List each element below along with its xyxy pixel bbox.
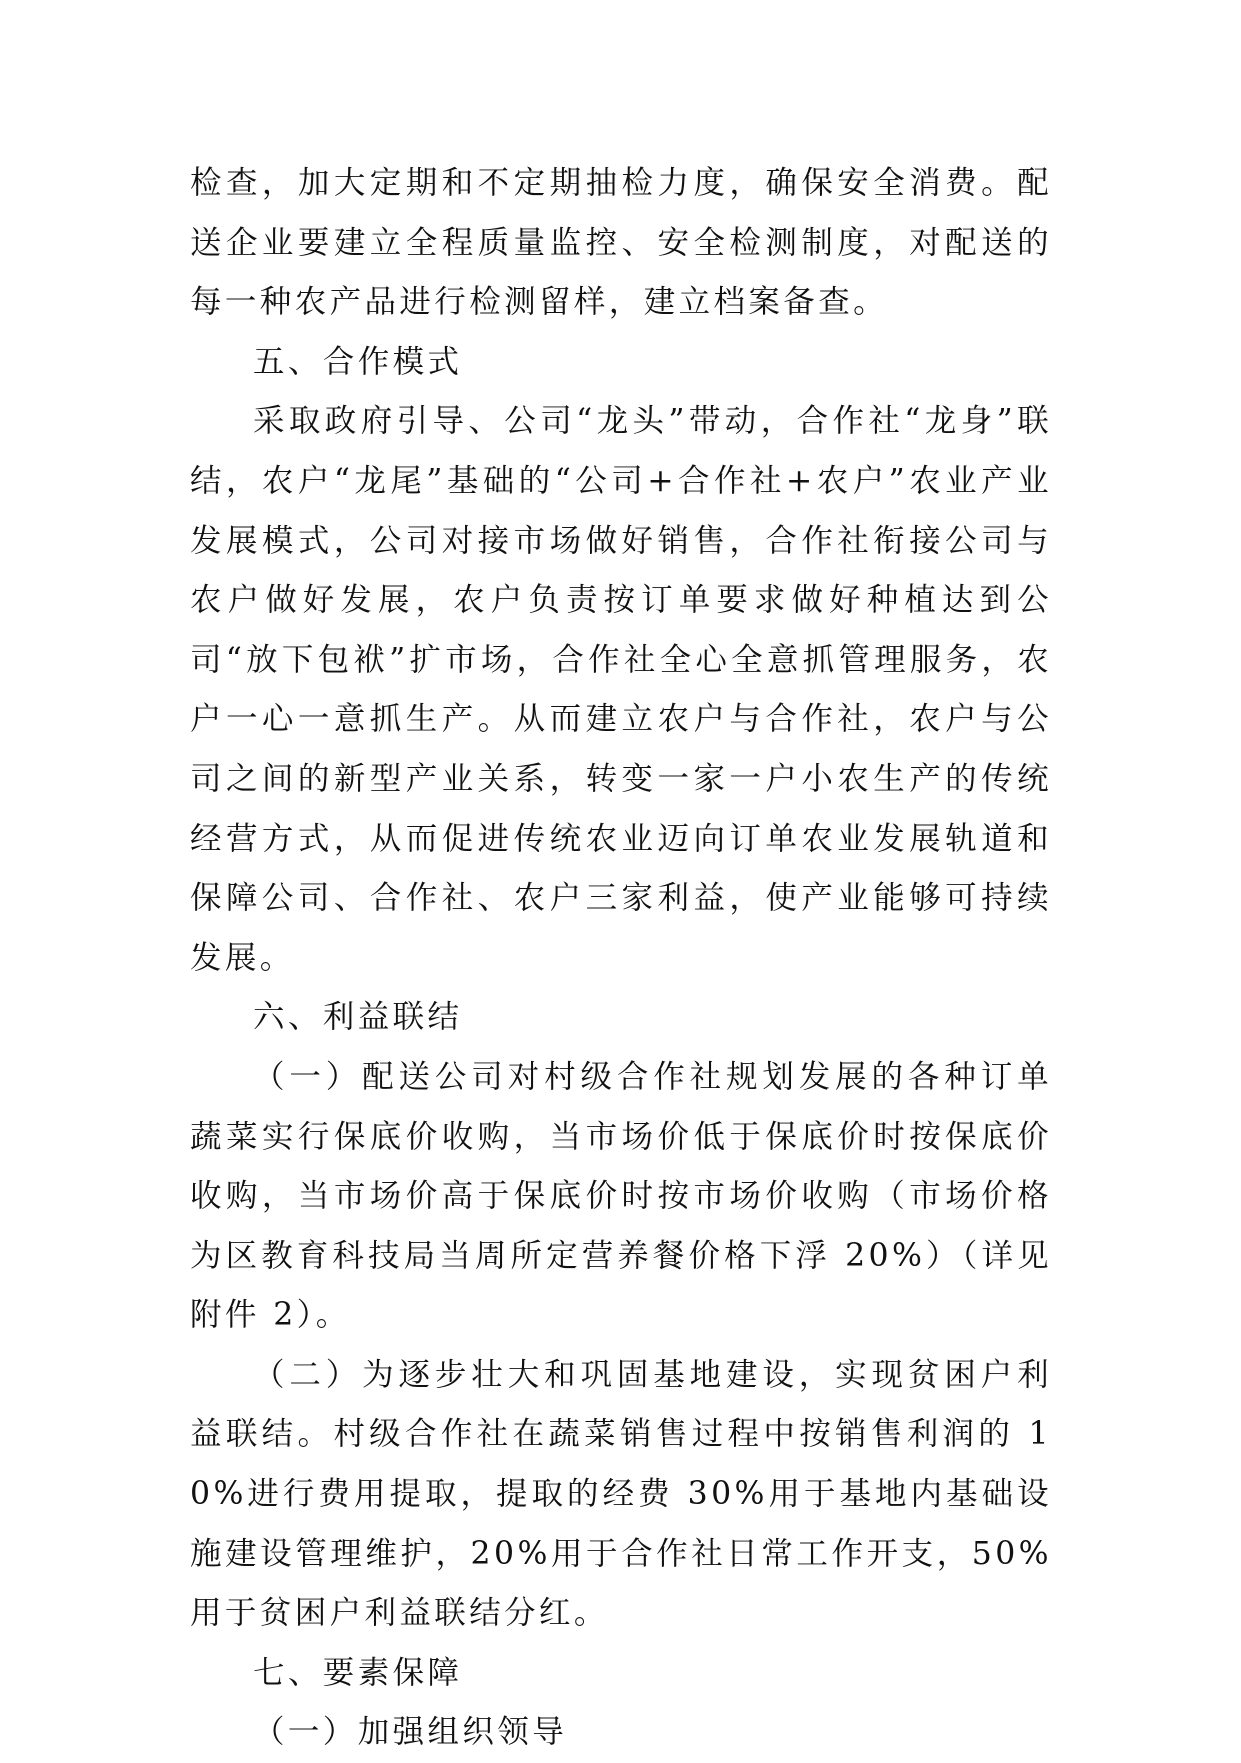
section-heading-cooperation-model: 五、合作模式 xyxy=(253,343,463,380)
section-heading-interest-linkage: 六、利益联结 xyxy=(253,999,463,1036)
document-body xyxy=(190,154,1052,1763)
section-heading-element-guarantee: 七、要素保障 xyxy=(253,1654,463,1691)
paragraph-profit-allocation: （二）为逐步壮大和巩固基地建设，实现贫困户利益联结。村级合作社在蔬菜销售过程中按销售利润的 10%进行费用提取，提取的经费 30%用于基地内基础设施建设管理维护，20%用于合作社日常工作开支，50%用于贫困户利益联结分红。 xyxy=(190,1356,1052,1632)
paragraph-guaranteed-price-purchase: （一）配送公司对村级合作社规划发展的各种订单蔬菜实行保底价收购，当市场价低于保底价时按保底价收购，当市场价高于保底价时按市场价收购（市场价格为区教育科技局当周所定营养餐价格下浮 20%）（详见附件 2）。 xyxy=(190,1058,1052,1334)
subheading-strengthen-leadership: （一）加强组织领导 xyxy=(253,1714,568,1751)
paragraph-quality-inspection: 检查，加大定期和不定期抽检力度，确保安全消费。配送企业要建立全程质量监控、安全检测制度，对配送的每一种农产品进行检测留样，建立档案备查。 xyxy=(190,165,1052,321)
paragraph-cooperation-model: 采取政府引导、公司“龙头”带动，合作社“龙身”联结，农户“龙尾”基础的“公司+合作社+农户”农业产业发展模式，公司对接市场做好销售，合作社衔接公司与农户做好发展，农户负责按订单要求做好种植达到公司“放下包袱”扩市场，合作社全心全意抓管理服务，农户一心一意抓生产。从而建立农户与合作社，农户与公司之间的新型产业关系，转变一家一户小农生产的传统经营方式，从而促进传统农业迈向订单农业发展轨道和保障公司、合作社、农户三家利益，使产业能够可持续发展。 xyxy=(190,403,1052,976)
